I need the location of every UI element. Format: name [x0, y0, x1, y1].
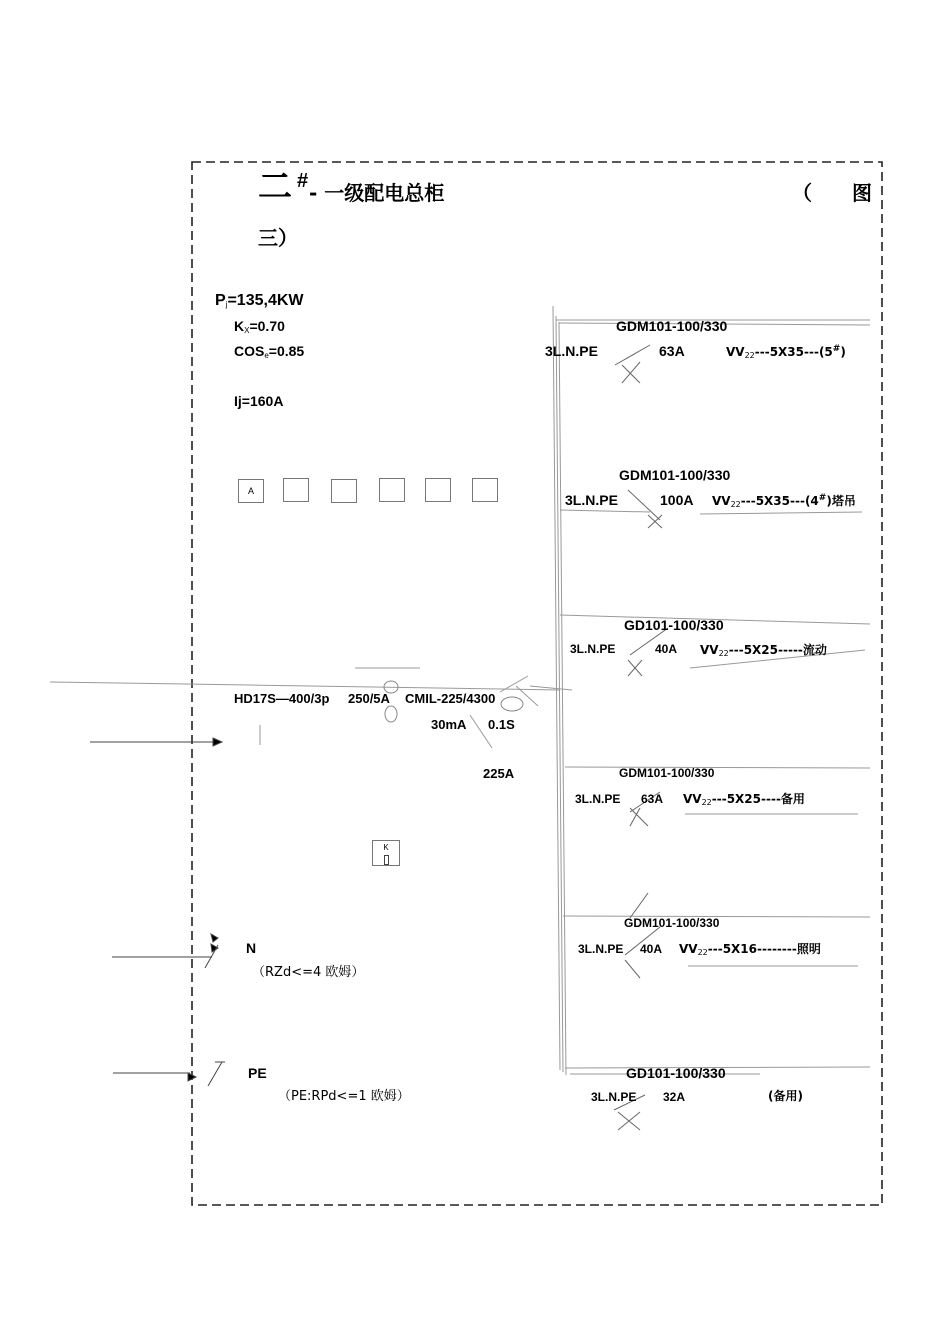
meter-box: [331, 479, 357, 503]
meter-box: [283, 478, 309, 502]
title-prefix: 二: [258, 167, 292, 207]
meter-box: [472, 478, 498, 502]
branch-5-lines: 3L.N.PE: [578, 942, 624, 956]
page-title: - 一级配电总柜: [309, 181, 445, 205]
branch-6-model: GD101-100/330: [626, 1065, 726, 1081]
ct-ratio-label: 250/5A: [348, 691, 390, 706]
branch-2-current: 100A: [660, 492, 694, 508]
leak-current-label: 30mA: [431, 717, 467, 732]
branch-4-current: 63A: [641, 792, 664, 806]
branch-6-lines: 3L.N.PE: [591, 1090, 637, 1104]
branch-4-lines: 3L.N.PE: [575, 792, 621, 806]
figure-label-number: 三）: [258, 226, 298, 250]
trip-time-label: 0.1S: [488, 717, 515, 732]
arrows: [90, 738, 225, 1086]
figure-label-word: 图: [852, 181, 872, 205]
branch-1-lines: 3L.N.PE: [545, 343, 598, 359]
branch-6-note: (备用): [768, 1089, 803, 1103]
branch-2-lines: 3L.N.PE: [565, 492, 618, 508]
branch-3-model: GD101-100/330: [624, 617, 724, 633]
param-ij: Ij=160A: [234, 393, 284, 409]
branch-1-current: 63A: [659, 343, 685, 359]
branch-3-current: 40A: [655, 642, 678, 656]
param-pj: $P_j=135,4KW$: [215, 292, 304, 309]
branch-1-cable: $VV_{22}---5X35---(5^{\#})$: [726, 344, 846, 360]
incoming-line: [50, 668, 572, 748]
title-sup: #: [297, 170, 309, 192]
param-kx: $K_X=0.70$: [234, 318, 285, 335]
branch-1-model: GDM101-100/330: [616, 318, 728, 334]
branch-5-current: 40A: [640, 942, 663, 956]
n-resistance-note: （RZd<=4 欧姆）: [252, 965, 365, 980]
main-switch-label: HD17S—400/3p: [234, 691, 330, 706]
branch-5-cable: $VV_{22}---5X16--------$照明: [679, 942, 821, 957]
branch-6-current: 32A: [663, 1090, 686, 1104]
main-bus: [553, 306, 566, 1075]
branch-breakers: [614, 345, 668, 1130]
frame-border: [192, 162, 882, 1205]
k-box: [372, 840, 400, 866]
branch-2-cable: $VV_{22}---5X35---(4^{\#})$塔吊: [712, 493, 856, 509]
param-cos: $COS_e=0.85$: [234, 343, 305, 360]
meter-box: A: [238, 479, 264, 503]
k-box-indicator: [384, 855, 389, 865]
branch-4-model: GDM101-100/330: [619, 766, 715, 780]
meter-box: [425, 478, 451, 502]
main-current-label: 225A: [483, 766, 515, 781]
branch-4-cable: $VV_{22}---5X25----$备用: [683, 792, 805, 807]
branch-3-lines: 3L.N.PE: [570, 642, 616, 656]
branch-3-cable: $VV_{22}---5X25-----$流动: [700, 643, 827, 658]
branch-lines: [556, 320, 870, 1074]
branch-2-model: GDM101-100/330: [619, 467, 731, 483]
pe-resistance-note: （PE:RPd<=1 欧姆）: [278, 1089, 410, 1104]
k-box-label: K: [383, 843, 389, 852]
meter-box: [379, 478, 405, 502]
figure-label-open: （: [792, 181, 812, 205]
pe-label: PE: [248, 1065, 267, 1081]
branch-5-model: GDM101-100/330: [624, 916, 720, 930]
n-label: N: [246, 940, 257, 956]
main-breaker-label: CMIL-225/4300: [405, 691, 496, 706]
